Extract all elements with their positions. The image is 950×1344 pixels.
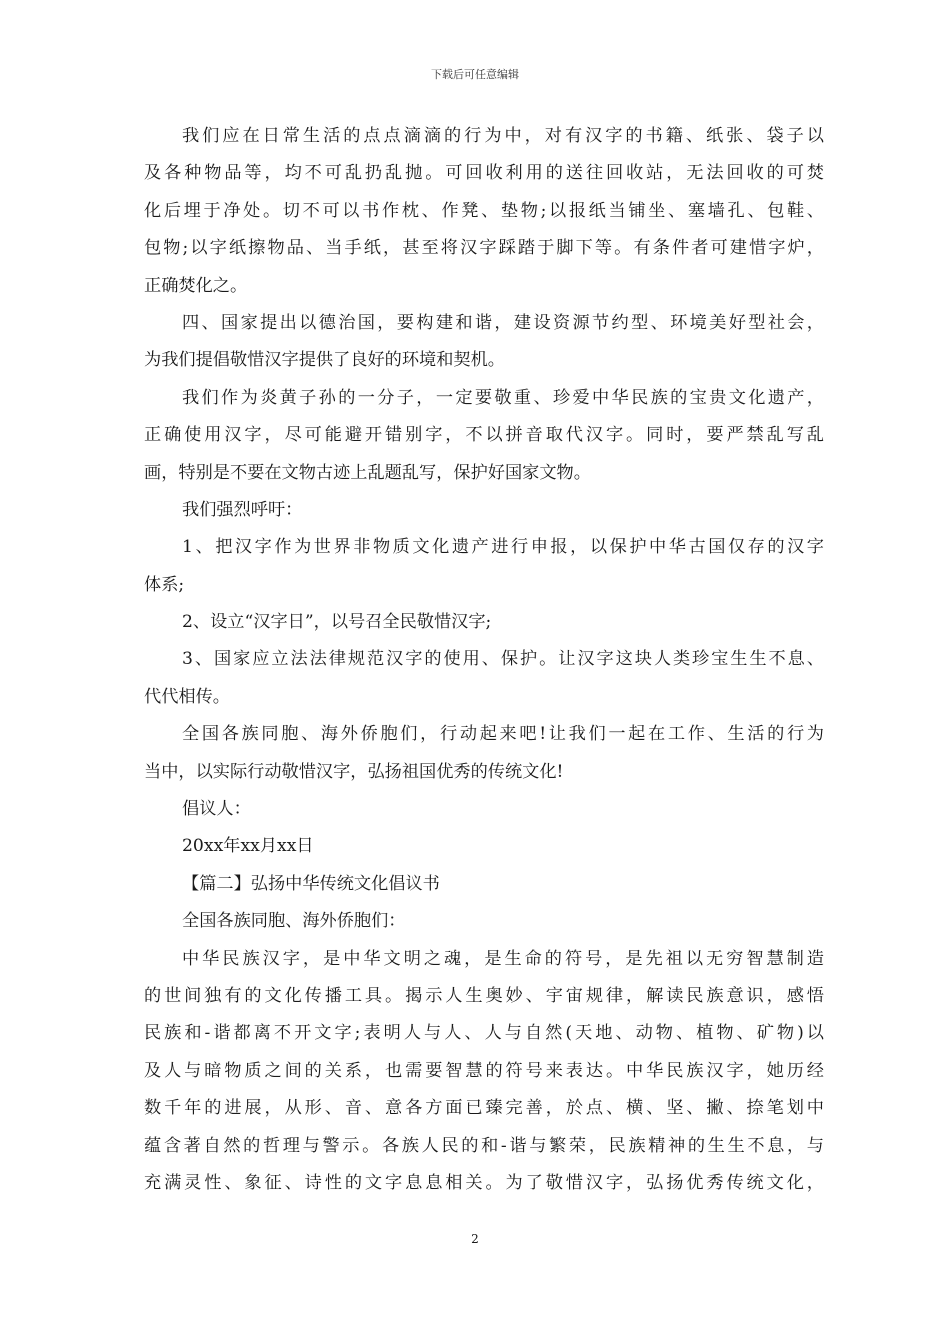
section-heading: 【篇二】弘扬中华传统文化倡议书: [182, 873, 440, 894]
text-line: 当中，以实际行动敬惜汉字，弘扬祖国优秀的传统文化!: [144, 761, 564, 782]
text-line: 体系;: [144, 574, 185, 595]
text-line: 正确焚化之。: [144, 275, 248, 296]
text-line: 及各种物品等，均不可乱扔乱抛。可回收利用的送往回收站，无法回收的可焚: [144, 163, 824, 184]
signatory-label: 倡议人：: [182, 799, 251, 820]
text-line: 2、设立“汉字日”，以号召全民敬惜汉字;: [182, 612, 492, 633]
text-line: 我们应在日常生活的点点滴滴的行为中，对有汉字的书籍、纸张、袋子以: [182, 126, 824, 146]
text-line: 及人与暗物质之间的关系，也需要智慧的符号来表达。中华民族汉字，她历经: [144, 1060, 824, 1081]
text-line: 蕴含著自然的哲理与警示。各族人民的和-谐与繁荣，民族精神的生生不息，与: [144, 1135, 824, 1156]
text-line: 化后埋于净处。切不可以书作枕、作凳、垫物;以报纸当铺坐、塞墙孔、包鞋、: [144, 200, 824, 221]
salutation: 全国各族同胞、海外侨胞们：: [182, 911, 406, 932]
text-line: 的世间独有的文化传播工具。揭示人生奥妙、宇宙规律，解读民族意识，感悟: [144, 985, 824, 1006]
text-line: 四、国家提出以德治国，要构建和谐，建设资源节约型、环境美好型社会，: [182, 312, 824, 333]
text-line: 全国各族同胞、海外侨胞们，行动起来吧!让我们一起在工作、生活的行为: [182, 724, 824, 745]
page-header: 下载后可任意编辑: [431, 68, 519, 81]
text-line: 代代相传。: [144, 686, 230, 707]
text-line: 画，特别是不要在文物古迹上乱题乱写，保护好国家文物。: [144, 462, 591, 483]
text-line: 正确使用汉字，尽可能避开错别字，不以拼音取代汉字。同时，要严禁乱写乱: [144, 425, 824, 446]
text-line: 中华民族汉字，是中华文明之魂，是生命的符号，是先祖以无穷智慧制造: [182, 948, 824, 969]
document-body: [144, 118, 824, 1202]
text-line: 民族和-谐都离不开文字;表明人与人、人与自然(天地、动物、植物、矿物)以: [144, 1023, 824, 1044]
date-line: 20xx年xx月xx日: [182, 836, 314, 857]
page-number: 2: [471, 1232, 479, 1246]
text-line: 数千年的进展，从形、音、意各方面已臻完善，於点、横、坚、撇、捺笔划中: [144, 1098, 824, 1119]
text-line: 3、国家应立法法律规范汉字的使用、保护。让汉字这块人类珍宝生生不息、: [182, 649, 824, 670]
text-line: 1、把汉字作为世界非物质文化遗产进行申报，以保护中华古国仅存的汉字: [182, 537, 824, 558]
text-line: 包物;以字纸擦物品、当手纸，甚至将汉字踩踏于脚下等。有条件者可建惜字炉，: [144, 238, 824, 259]
text-line: 我们强烈呼吁：: [182, 499, 303, 520]
text-line: 充满灵性、象征、诗性的文字息息相关。为了敬惜汉字，弘扬优秀传统文化，: [144, 1172, 824, 1193]
text-line: 为我们提倡敬惜汉字提供了良好的环境和契机。: [144, 350, 505, 371]
text-line: 我们作为炎黄子孙的一分子，一定要敬重、珍爱中华民族的宝贵文化遗产，: [182, 387, 824, 408]
